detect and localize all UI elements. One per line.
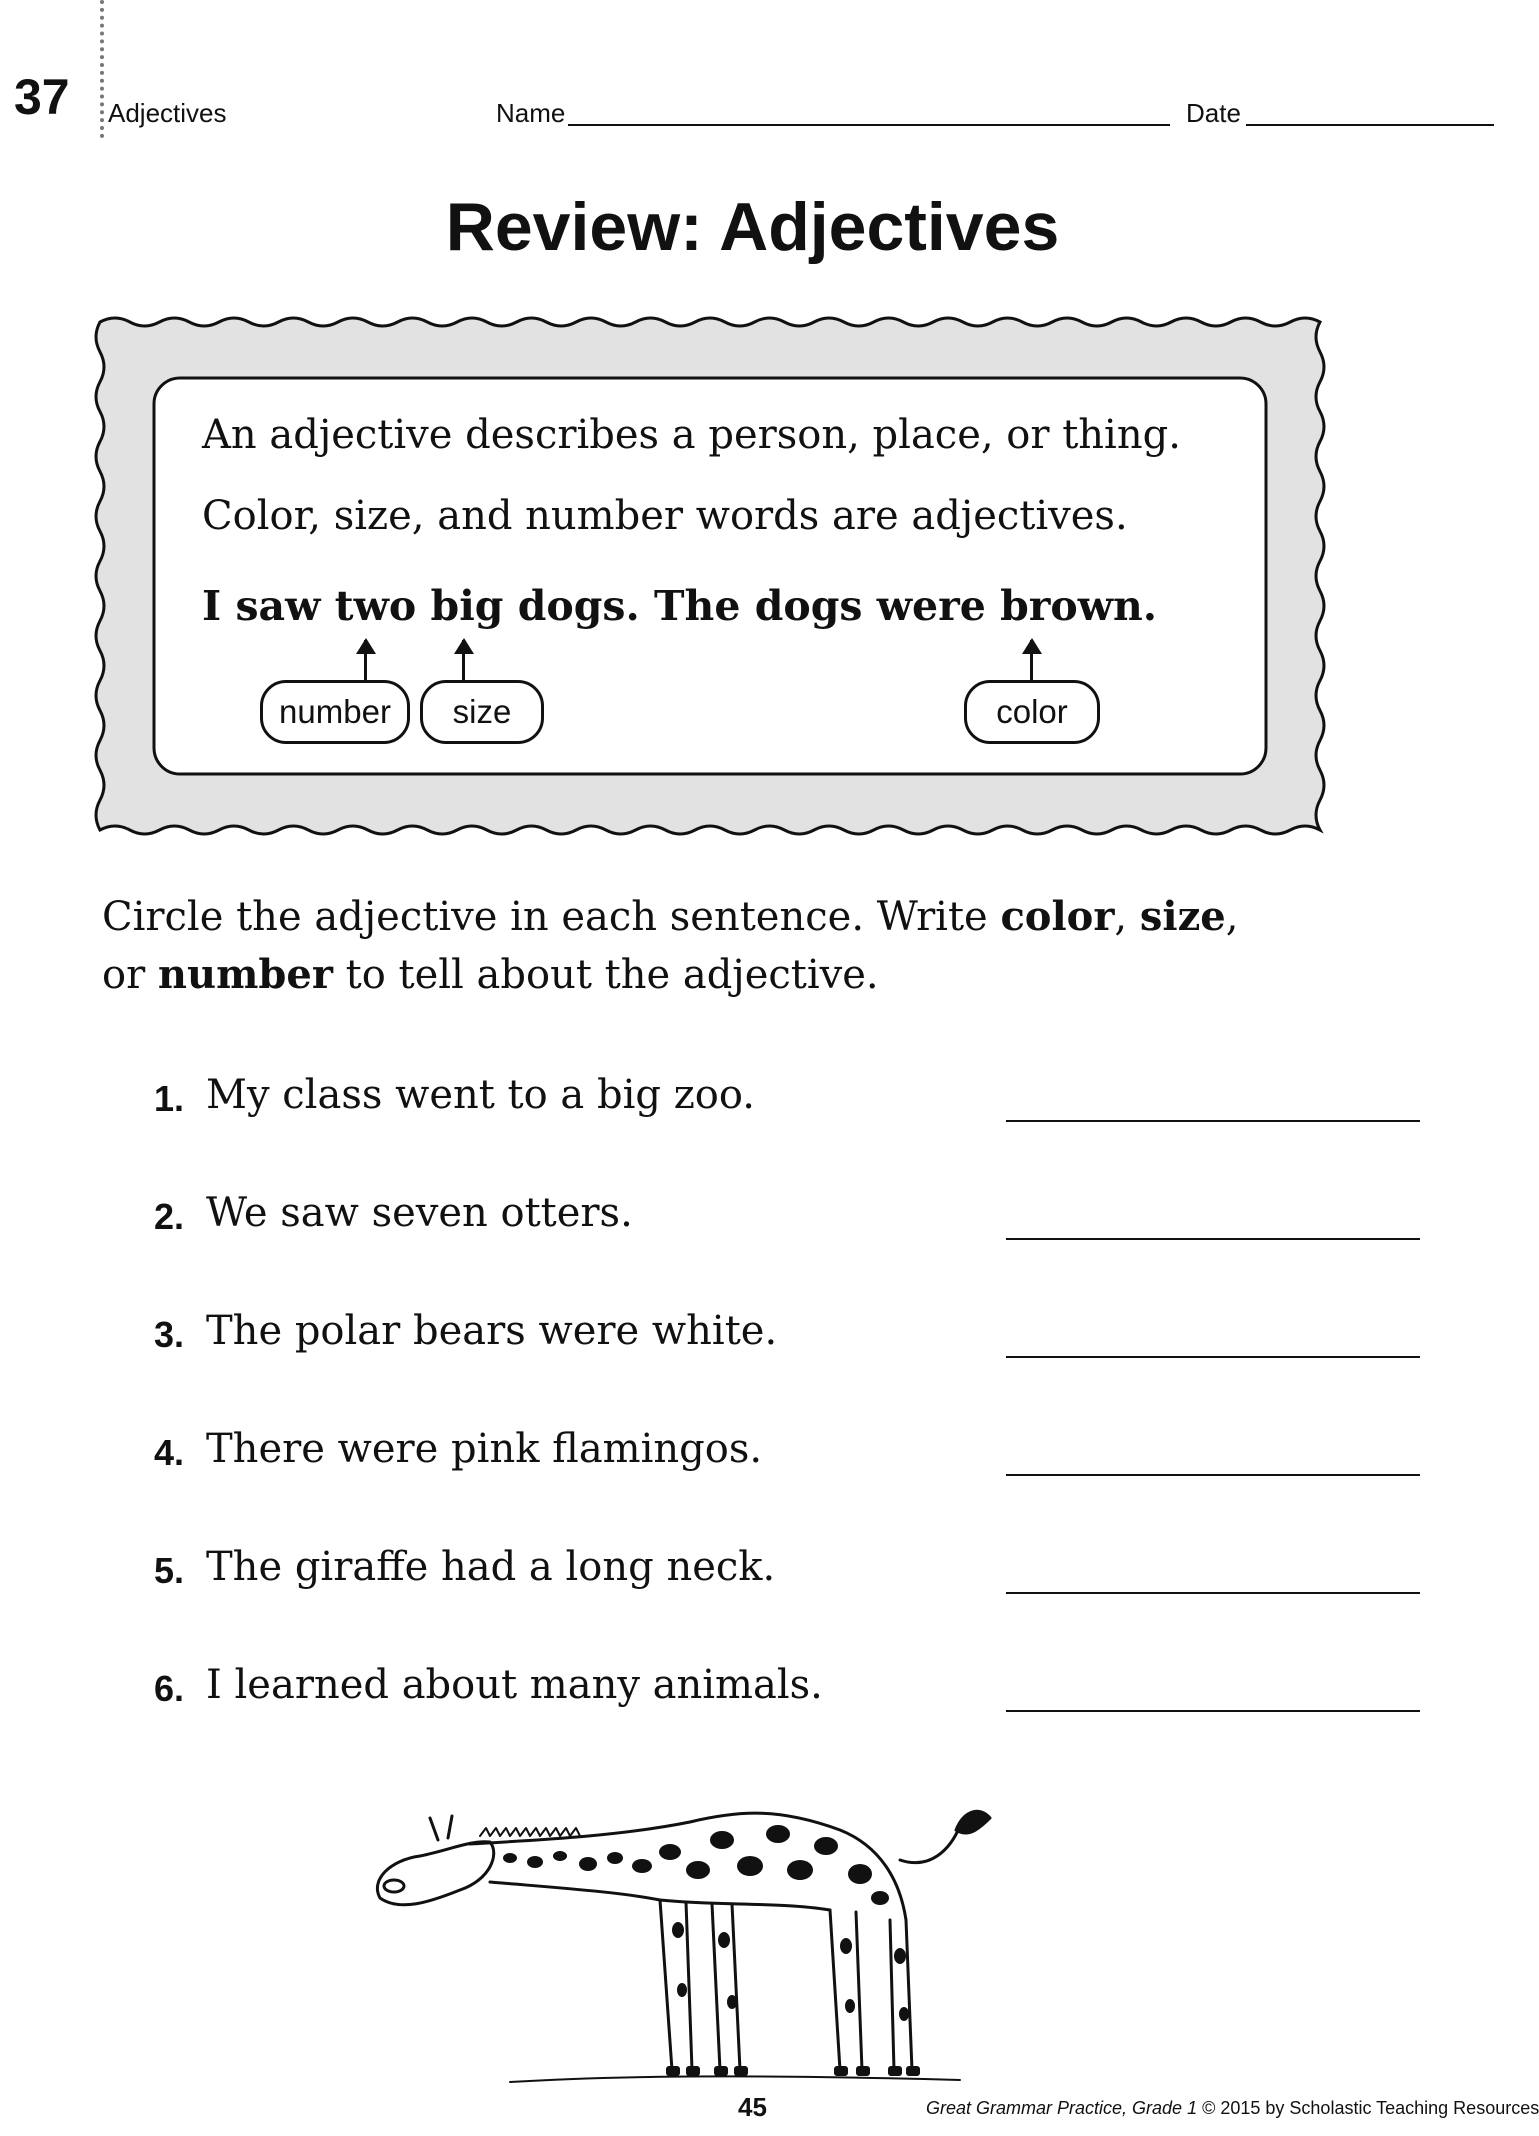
answer-blank[interactable] <box>1006 1710 1420 1712</box>
tag-color: color <box>964 680 1100 744</box>
list-item <box>150 1306 1430 1366</box>
arrow-up-icon <box>1030 640 1033 680</box>
credit-title: Great Grammar Practice, Grade 1 <box>926 2098 1198 2118</box>
topic-label: Adjectives <box>108 98 227 128</box>
dotted-divider <box>100 0 104 138</box>
arrow-up-icon <box>462 640 465 680</box>
directions-text: or <box>102 952 158 998</box>
list-item <box>150 1424 1430 1484</box>
page-number: 45 <box>738 2092 767 2122</box>
directions-text: , <box>1225 894 1239 940</box>
page-title: Review: Adjectives <box>445 189 1060 265</box>
item-number: 5. <box>154 1550 185 1591</box>
directions-bold-number: number <box>157 951 333 998</box>
item-sentence: There were pink flamingos. <box>206 1426 763 1472</box>
list-item <box>150 1542 1430 1602</box>
directions-bold-color: color <box>1000 893 1115 940</box>
rule-box-frame <box>90 312 1330 840</box>
item-number: 4. <box>154 1432 185 1473</box>
date-blank[interactable] <box>1246 124 1494 126</box>
answer-blank[interactable] <box>1006 1592 1420 1594</box>
item-sentence: The polar bears were white. <box>206 1308 778 1354</box>
name-label: Name <box>496 98 566 128</box>
answer-blank[interactable] <box>1006 1356 1420 1358</box>
directions-text: Circle the adjective in each sentence. Write <box>102 894 1001 940</box>
list-item <box>150 1070 1430 1130</box>
item-sentence: I learned about many animals. <box>206 1662 823 1708</box>
copyright-credit <box>926 2098 1539 2119</box>
directions-text: to tell about the adjective. <box>332 952 879 998</box>
rule-line-2: Color, size, and number words are adjectives. <box>202 493 1128 539</box>
tag-size: size <box>420 680 544 744</box>
list-item <box>150 1188 1430 1248</box>
item-sentence: My class went to a big zoo. <box>206 1072 755 1118</box>
tag-number: number <box>260 680 410 744</box>
answer-blank[interactable] <box>1006 1238 1420 1240</box>
item-number: 6. <box>154 1668 185 1709</box>
list-item <box>150 1660 1430 1720</box>
rule-line-1: An adjective describes a person, place, or thing. <box>202 412 1181 458</box>
lesson-number: 37 <box>14 69 70 125</box>
giraffe-icon <box>360 1770 1010 2100</box>
item-number: 1. <box>154 1078 185 1119</box>
example-sentence: I saw two big dogs. The dogs were brown. <box>202 582 1158 630</box>
item-sentence: The giraffe had a long neck. <box>206 1544 776 1590</box>
name-blank[interactable] <box>568 124 1170 126</box>
directions-bold-size: size <box>1139 893 1226 940</box>
item-sentence: We saw seven otters. <box>206 1190 633 1236</box>
directions <box>102 888 1422 1004</box>
credit-rest: © 2015 by Scholastic Teaching Resources <box>1197 2098 1539 2118</box>
answer-blank[interactable] <box>1006 1474 1420 1476</box>
date-label: Date <box>1186 98 1241 128</box>
directions-text: , <box>1114 894 1140 940</box>
answer-blank[interactable] <box>1006 1120 1420 1122</box>
item-number: 2. <box>154 1196 185 1237</box>
item-number: 3. <box>154 1314 185 1355</box>
arrow-up-icon <box>364 640 367 680</box>
